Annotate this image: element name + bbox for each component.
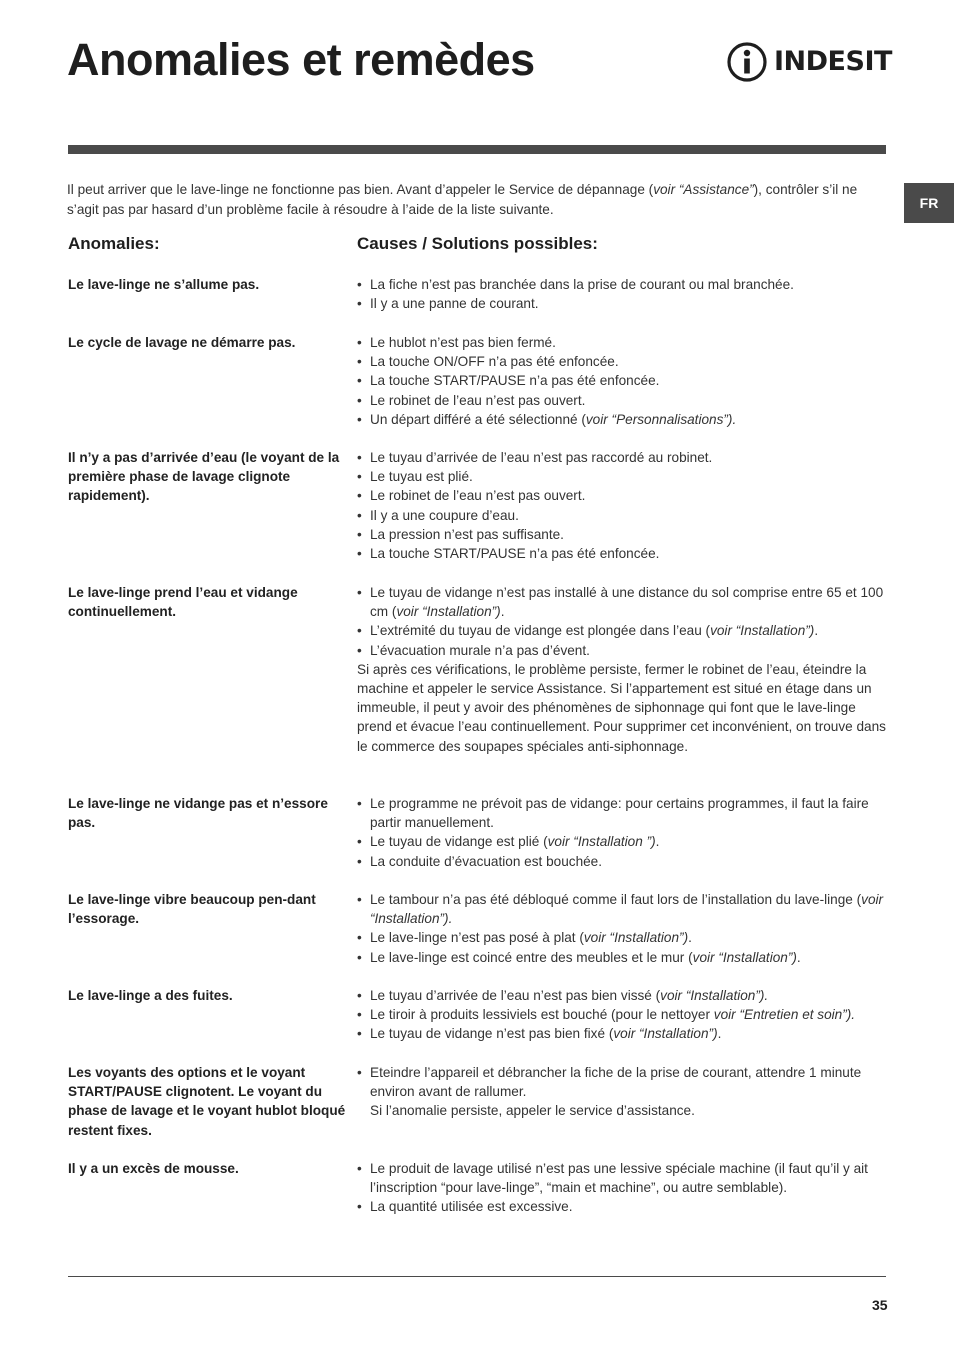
bullet-dot-icon: •: [357, 623, 362, 639]
brand-name: INDESIT: [774, 46, 892, 77]
bullet-dot-icon: •: [357, 450, 362, 465]
bullet-dot-icon: •: [357, 354, 362, 370]
list-item: • Le tuyau de vidange n’est pas installé à une distance du sol comprise entre 65 et 100 cm (voir “Installation”).: [357, 585, 884, 620]
list-item: • Le tuyau d’arrivée de l’eau n’est pas raccordé au robinet.: [357, 448, 887, 467]
list-item: • L’évacuation murale n’a pas d’évent.: [357, 641, 887, 660]
anomaly-label: Le cycle de lavage ne démarre pas.: [68, 335, 296, 350]
bullet-dot-icon: •: [357, 1065, 362, 1080]
list-item: • La fiche n’est pas branchée dans la prise de courant ou mal branchée.: [357, 275, 887, 294]
solutions-heading: Causes / Solutions possibles:: [357, 234, 598, 253]
brand-logo: [726, 40, 892, 84]
bullet-dot-icon: •: [357, 373, 362, 389]
anomaly-label: Le lave-linge prend l’eau et vidange continuellement.: [68, 585, 298, 620]
list-item: • Il y a une coupure d’eau.: [357, 506, 887, 525]
solutions-list: [357, 583, 887, 756]
bullet-dot-icon: •: [357, 392, 362, 408]
solutions-list: [357, 1159, 887, 1217]
solutions-list: [357, 333, 887, 429]
list-item: • Le tuyau de vidange est plié (voir “Installation ”).: [357, 832, 887, 851]
list-item: • Le tuyau d’arrivée de l’eau n’est pas bien vissé (voir “Installation”).: [357, 986, 887, 1005]
page-title: Anomalies et remèdes: [67, 34, 535, 85]
bullet-dot-icon: •: [357, 892, 362, 907]
bullet-dot-icon: •: [357, 853, 362, 869]
anomaly-label: Le lave-linge a des fuites.: [68, 988, 233, 1003]
bullet-dot-icon: •: [357, 507, 362, 523]
bullet-dot-icon: •: [357, 526, 362, 542]
anomaly-label: Il y a un excès de mousse.: [68, 1161, 239, 1176]
indesit-i-icon: [726, 41, 768, 83]
bullet-dot-icon: •: [357, 930, 362, 946]
anomaly-label: Les voyants des options et le voyant START/PAUSE clignotent. Le voyant du phase de lavage et le voyant hublot bloqué restent fixes.: [68, 1065, 346, 1138]
list-item: • La touche ON/OFF n’a pas été enfoncée.: [357, 352, 887, 371]
bullet-dot-icon: •: [357, 488, 362, 504]
solution-note: Si après ces vérifications, le problème persiste, fermer le robinet de l’eau, éteindre la machine et appeler le service Assistance. Si l’appartement est situé en étage dans un immeuble, il peut y avoir des phénomènes de siphonnage qui font que le lave-linge prend et évacue l’eau continuellement. Pour supprimer cet inconvénient, on trouve dans le commerce des soupapes spéciales anti-siphonnage.: [357, 661, 886, 754]
bullet-dot-icon: •: [357, 1007, 362, 1023]
bullet-dot-icon: •: [357, 1161, 362, 1176]
bullet-dot-icon: •: [357, 834, 362, 850]
bullet-dot-icon: •: [357, 277, 362, 292]
solutions-list: [357, 794, 887, 871]
header-rule: [68, 145, 886, 154]
list-item: • Un départ différé a été sélectionné (voir “Personnalisations”).: [357, 410, 887, 429]
list-item: • La pression n’est pas suffisante.: [357, 525, 887, 544]
list-item: • Il y a une panne de courant.: [357, 294, 887, 313]
list-item: • Le lave-linge n’est pas posé à plat (voir “Installation”).: [357, 928, 887, 947]
bullet-dot-icon: •: [357, 469, 362, 485]
list-item: • Le tuyau de vidange n’est pas bien fixé (voir “Installation”).: [357, 1024, 887, 1043]
anomaly-label: Le lave-linge ne vidange pas et n’essore pas.: [68, 796, 328, 831]
anomalies-heading: Anomalies:: [68, 234, 160, 253]
list-item: Si l’anomalie persiste, appeler le service d’assistance.: [370, 1103, 695, 1119]
list-item: • La touche START/PAUSE n’a pas été enfoncée.: [357, 371, 887, 390]
footer-rule: [68, 1276, 886, 1277]
bullet-dot-icon: •: [357, 411, 362, 427]
page-number: 35: [872, 1297, 888, 1313]
bullet-dot-icon: •: [357, 546, 362, 562]
list-item: • La conduite d’évacuation est bouchée.: [357, 852, 887, 871]
list-item: • La touche START/PAUSE n’a pas été enfoncée.: [357, 544, 887, 563]
list-item: • Eteindre l’appareil et débrancher la fiche de la prise de courant, attendre 1 minute environ avant de rallumer.: [357, 1065, 862, 1100]
bullet-dot-icon: •: [357, 796, 362, 811]
solutions-list: [357, 890, 887, 967]
anomaly-label: Il n’y a pas d’arrivée d’eau (le voyant de la première phase de lavage clignote rapidement).: [68, 450, 340, 504]
bullet-dot-icon: •: [357, 296, 362, 312]
list-item: • Le hublot n’est pas bien fermé.: [357, 333, 887, 352]
list-item: • L’extrémité du tuyau de vidange est plongée dans l’eau (voir “Installation”).: [357, 621, 887, 640]
anomaly-label: Le lave-linge ne s’allume pas.: [68, 277, 260, 292]
anomaly-label: Le lave-linge vibre beaucoup pen-dant l’essorage.: [68, 892, 316, 927]
language-tab: FR: [904, 183, 954, 223]
list-item: • Le tuyau est plié.: [357, 467, 887, 486]
bullet-dot-icon: •: [357, 1199, 362, 1215]
intro-paragraph: Il peut arriver que le lave-linge ne fonctionne pas bien. Avant d’appeler le Service de dépannage (voir “Assistance”), contrôler s’il ne s’agit pas par hasard d’un problème facile à résoudre à l’aide de la liste suivante.: [67, 182, 858, 217]
bullet-dot-icon: •: [357, 949, 362, 965]
list-item: • Le tambour n’a pas été débloqué comme il faut lors de l’installation du lave-linge (voir “Installation”).: [357, 892, 884, 927]
bullet-dot-icon: •: [357, 642, 362, 658]
bullet-dot-icon: •: [357, 988, 362, 1003]
list-item: • Le lave-linge est coincé entre des meubles et le mur (voir “Installation”).: [357, 948, 887, 967]
solutions-list: [357, 275, 887, 313]
list-item: • La quantité utilisée est excessive.: [357, 1197, 887, 1216]
list-item: • Le programme ne prévoit pas de vidange: pour certains programmes, il faut la faire partir manuellement.: [357, 796, 869, 831]
solutions-list: [357, 1063, 887, 1121]
bullet-dot-icon: •: [357, 1026, 362, 1042]
list-item: • Le produit de lavage utilisé n’est pas une lessive spéciale machine (il faut qu’il y ait l’inscription “pour lave-linge”, “main et machine”, ou autre semblable).: [357, 1161, 868, 1196]
list-item: • Le robinet de l’eau n’est pas ouvert.: [357, 486, 887, 505]
solutions-list: [357, 986, 887, 1044]
bullet-dot-icon: •: [357, 585, 362, 600]
list-item: • Le robinet de l’eau n’est pas ouvert.: [357, 391, 887, 410]
list-item: • Le tiroir à produits lessiviels est bouché (pour le nettoyer voir “Entretien et soin”).: [357, 1005, 887, 1024]
bullet-dot-icon: •: [357, 335, 362, 350]
solutions-list: [357, 448, 887, 563]
